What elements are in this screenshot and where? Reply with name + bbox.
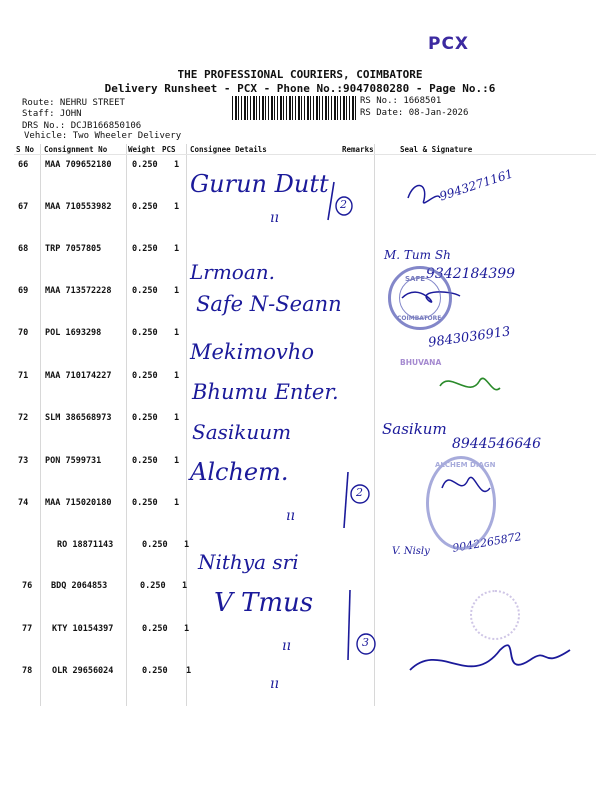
row-consignment: MAA 710174227	[45, 371, 112, 381]
handwritten-name: Bhumu Enter.	[192, 380, 339, 404]
row-sno: 73	[18, 456, 29, 466]
row-sno: 66	[18, 160, 29, 170]
row-sno: 74	[18, 498, 29, 508]
ditto-mark: ıı	[282, 638, 291, 654]
ditto-mark: ıı	[270, 210, 279, 226]
row-pcs: 1	[186, 666, 192, 676]
row-weight: 0.250	[132, 202, 158, 212]
row-weight: 0.250	[132, 371, 158, 381]
row-pcs: 1	[174, 286, 180, 296]
row-consignment: RO 18871143	[57, 540, 114, 550]
vehicle-label: Vehicle: Two Wheeler Delivery	[24, 131, 182, 141]
row-pcs: 1	[174, 413, 180, 423]
ditto-mark: ıı	[286, 508, 295, 524]
row-sno: 76	[22, 581, 33, 591]
handwritten-name: V Tmus	[214, 588, 314, 618]
pcx-logo: PCX	[428, 34, 470, 54]
circled-number: 2	[356, 486, 363, 499]
stamp-label: SAFE	[405, 275, 426, 283]
handwritten-phone: 9042265872	[451, 530, 523, 555]
row-sno: 72	[18, 413, 29, 423]
handwritten-signature: Sasikum	[382, 420, 447, 438]
row-sno: 70	[18, 328, 29, 338]
route-label: Route: NEHRU STREET	[22, 98, 125, 108]
row-consignment: MAA 709652180	[45, 160, 112, 170]
row-consignment: BDQ 2064853	[51, 581, 108, 591]
row-consignment: TRP 7057805	[45, 244, 102, 254]
header-weight: Weight	[128, 145, 156, 154]
handwritten-name: Safe N-Seann	[196, 292, 342, 316]
row-consignment: MAA 710553982	[45, 202, 112, 212]
bracket-marks	[320, 160, 380, 680]
handwritten-signature: V. Nisly	[392, 546, 430, 557]
handwritten-phone: 9843036913	[427, 324, 512, 351]
safe-stamp	[388, 266, 452, 330]
row-weight: 0.250	[132, 244, 158, 254]
row-weight: 0.250	[132, 413, 158, 423]
header-consignee: Consignee Details	[190, 145, 267, 154]
staff-label: Staff: JOHN	[22, 109, 82, 119]
row-sno: 69	[18, 286, 29, 296]
row-pcs: 1	[174, 371, 180, 381]
handwritten-phone: 9342184399	[426, 266, 516, 282]
row-pcs: 1	[184, 540, 190, 550]
header-pcs: PCS	[162, 145, 176, 154]
rs-date-label: RS Date: 08-Jan-2026	[360, 108, 469, 118]
bhuvana-stamp: BHUVANA	[400, 358, 442, 367]
handwritten-name: Alchem.	[190, 458, 289, 486]
row-sno: 77	[22, 624, 33, 634]
row-pcs: 1	[174, 202, 180, 212]
header-seal-signature: Seal & Signature	[400, 145, 473, 154]
stamp-ring	[399, 277, 441, 319]
ditto-mark: ıı	[270, 676, 279, 692]
row-sno: 78	[22, 666, 33, 676]
row-pcs: 1	[182, 581, 188, 591]
stamp-label: COIMBATORE	[397, 315, 442, 322]
row-consignment: OLR 29656024	[52, 666, 114, 676]
row-pcs: 1	[174, 244, 180, 254]
row-consignment: POL 1693298	[45, 328, 102, 338]
row-weight: 0.250	[132, 456, 158, 466]
barcode	[232, 96, 358, 120]
drs-label: DRS No.: DCJB166850106	[22, 121, 142, 131]
handwritten-name: Nithya sri	[198, 550, 299, 574]
row-weight: 0.250	[132, 328, 158, 338]
row-weight: 0.250	[142, 540, 168, 550]
alchem-stamp	[426, 456, 496, 550]
company-title: THE PROFESSIONAL COURIERS, COIMBATORE	[177, 68, 423, 81]
handwritten-name: Sasikuum	[192, 420, 292, 444]
header-sno: S No	[16, 145, 35, 154]
handwritten-signature: M. Tum Sh	[384, 248, 451, 262]
row-weight: 0.250	[140, 581, 166, 591]
row-sno: 67	[18, 202, 29, 212]
row-consignment: MAA 715020180	[45, 498, 112, 508]
handwritten-phone: 8944546646	[452, 436, 542, 452]
row-consignment: SLM 386568973	[45, 413, 112, 423]
circled-number: 2	[340, 198, 347, 211]
row-weight: 0.250	[142, 624, 168, 634]
row-consignment: MAA 713572228	[45, 286, 112, 296]
row-consignment: KTY 10154397	[52, 624, 114, 634]
header-consignment: Consignment No	[44, 145, 108, 154]
row-pcs: 1	[174, 160, 180, 170]
row-sno: 68	[18, 244, 29, 254]
row-weight: 0.250	[132, 498, 158, 508]
faint-stamp	[470, 590, 520, 640]
row-weight: 0.250	[142, 666, 168, 676]
row-pcs: 1	[184, 624, 190, 634]
handwritten-name: Gurun Dutt	[190, 170, 329, 198]
row-weight: 0.250	[132, 286, 158, 296]
handwritten-phone: 9943271161	[437, 166, 515, 204]
row-weight: 0.250	[132, 160, 158, 170]
row-pcs: 1	[174, 456, 180, 466]
circled-number: 3	[362, 636, 369, 649]
row-pcs: 1	[174, 328, 180, 338]
row-pcs: 1	[174, 498, 180, 508]
handwritten-name: Mekimovho	[190, 340, 314, 364]
row-sno: 71	[18, 371, 29, 381]
rs-no-label: RS No.: 1668501	[360, 96, 442, 106]
header-remarks: Remarks	[342, 145, 374, 154]
stamp-label: ALCHEM DIAGN	[435, 461, 496, 469]
handwritten-name: Lrmoan.	[190, 260, 276, 284]
runsheet-title: Delivery Runsheet - PCX - Phone No.:9047080280 - Page No.:6	[104, 82, 496, 95]
row-consignment: PON 7599731	[45, 456, 102, 466]
